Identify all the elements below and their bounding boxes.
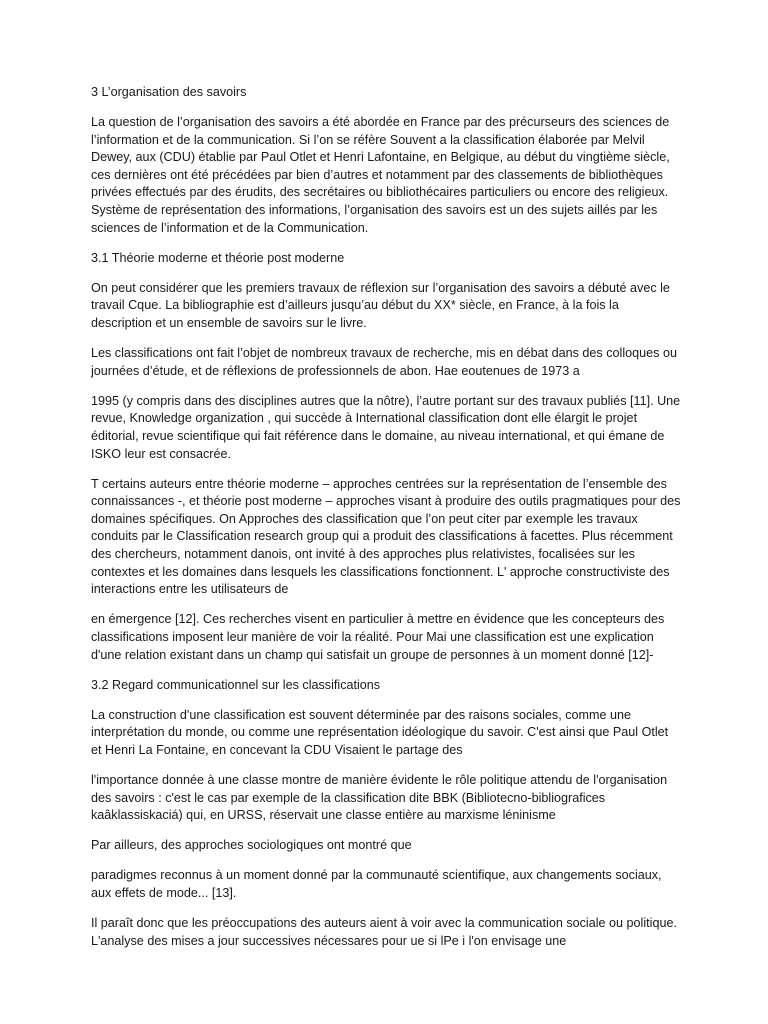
paragraph-8: l'importance donnée à une classe montre de manière évidente le rôle politique attendu de l'organisation des savoirs : c'est le cas par exemple de la classification dite BBK (Bibliotecno-bibliografices kaâklassiskaciá) qui, en URSS, réservait une classe entière au marxisme léninisme (91, 773, 668, 823)
subsection-title-3-2: 3.2 Regard communicationnel sur les classifications (91, 677, 381, 692)
paragraph-4: 1995 (y compris dans des disciplines autres que la nôtre), l’autre portant sur des travaux publiés [11]. Une revue, Knowledge organization , qui succède à International classification dont elle élargit le projet éditorial, revue scientifique qui fait référence dans le domaine, au niveau international, et qui émane de ISKO leur est consacrée. (91, 393, 681, 461)
paragraph-7: La construction d'une classification est souvent déterminée par des raisons sociales, comme une interprétation du monde, ou comme une représentation idéologique du savoir. C'est ainsi que Paul Otlet et Henri La Fontaine, en concevant la CDU Visaient le partage des (91, 707, 669, 757)
subsection-title-3-1: 3.1 Théorie moderne et théorie post moderne (91, 250, 345, 265)
document-page (91, 84, 681, 963)
paragraph-2: On peut considérer que les premiers travaux de réflexion sur l’organisation des savoirs a débuté avec le travail Cque. La bibliographie est d’ailleurs jusqu’au début du XX* siècle, en France, à la fois la description et un ensemble de savoirs sur le livre. (91, 280, 670, 331)
paragraph-11: Il paraît donc que les préoccupations des auteurs aient à voir avec la communication sociale ou politique. L'analyse des mises a jour successives nécessares pour ue si lPe i l'on envisage une (91, 916, 677, 948)
paragraph-6: en émergence [12]. Ces recherches visent en particulier à mettre en évidence que les concepteurs des classifications imposent leur manière de voir la réalité. Pour Mai une classification est une explication d'une relation existant dans un champ qui satisfait un groupe de personnes à un moment donné [12]- (91, 612, 665, 662)
paragraph-9: Par ailleurs, des approches sociologiques ont montré que (91, 838, 412, 853)
paragraph-3: Les classifications ont fait l’objet de nombreux travaux de recherche, mis en débat dans des colloques ou journées d’étude, et de réflexions de professionnels de abon. Hae eoutenues de 1973 a (91, 346, 677, 378)
paragraph-5: T certains auteurs entre théorie moderne – approches centrées sur la représentation de l’ensemble des connaissances -, et théorie post moderne – approches visant à produire des outils pragmatiques pour des domaines spécifiques. On Approches des classification que l’on peut citer par exemple les travaux conduits par le Classification research group qui a produit des classifications à facettes. Plus récemment des chercheurs, notamment danois, ont invité à des approches plus relativistes, focalisées sur les contextes et les domaines dans lesquels les classifications fonctionnent. L' approche constructiviste des interactions entre les utilisateurs de (91, 476, 681, 597)
paragraph-1: La question de l’organisation des savoirs a été abordée en France par des précurseurs des sciences de l’information et de la communication. Si l’on se réfère Souvent a la classification élaborée par Melvil Dewey, aux (CDU) établie par Paul Otlet et Henri Lafontaine, en Belgique, au début du vingtième siècle, ces dernières ont été précédées par bien d’autres et notamment par des classements de bibliothèques privées effectués par des érudits, des secrétaires ou bibliothécaires particuliers ou encore des religieux. Système de représentation des informations, l’organisation des savoirs est un des sujets aillés par les sciences de l’information et de la Communication. (91, 115, 670, 235)
paragraph-10: paradigmes reconnus à un moment donné par la communauté scientifique, aux changements sociaux, aux effets de mode... [13]. (91, 868, 662, 900)
section-title: 3 L’organisation des savoirs (91, 85, 247, 99)
